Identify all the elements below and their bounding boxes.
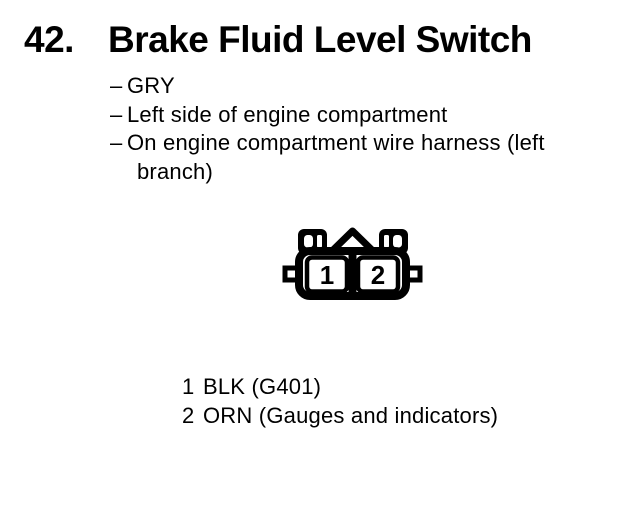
connector-divider [349, 249, 357, 298]
page-title: Brake Fluid Level Switch [108, 19, 532, 60]
legend-row [182, 372, 498, 401]
pin-2-number: 2 [370, 260, 386, 290]
top-tab-right-slot-outer [393, 235, 402, 248]
legend-row [182, 401, 498, 430]
detail-list [110, 72, 545, 186]
detail-text: Left side of engine compartment [127, 101, 448, 127]
detail-line [110, 129, 545, 158]
legend-pin-number: 1 [182, 374, 195, 399]
detail-line [110, 101, 545, 130]
legend-label: ORN (Gauges and indicators) [203, 403, 499, 428]
top-tab-left-slot-inner [317, 235, 322, 248]
connector-diagram [280, 225, 440, 320]
detail-line-wrap [110, 158, 545, 187]
dash-bullet: – [110, 130, 123, 155]
detail-text: branch) [137, 158, 213, 184]
detail-text: On engine compartment wire harness (left [127, 130, 545, 155]
item-number: 42. [24, 19, 74, 60]
legend-pin-number: 2 [182, 403, 195, 428]
dash-bullet: – [110, 101, 123, 127]
detail-line [110, 72, 545, 101]
detail-text: GRY [127, 73, 175, 98]
top-tab-right-slot-inner [384, 235, 389, 248]
top-tab-left-slot-outer [304, 235, 313, 248]
dash-bullet: – [110, 73, 123, 98]
pin-legend [182, 372, 498, 430]
legend-label: BLK (G401) [203, 374, 322, 399]
pin-1-number: 1 [319, 260, 335, 290]
